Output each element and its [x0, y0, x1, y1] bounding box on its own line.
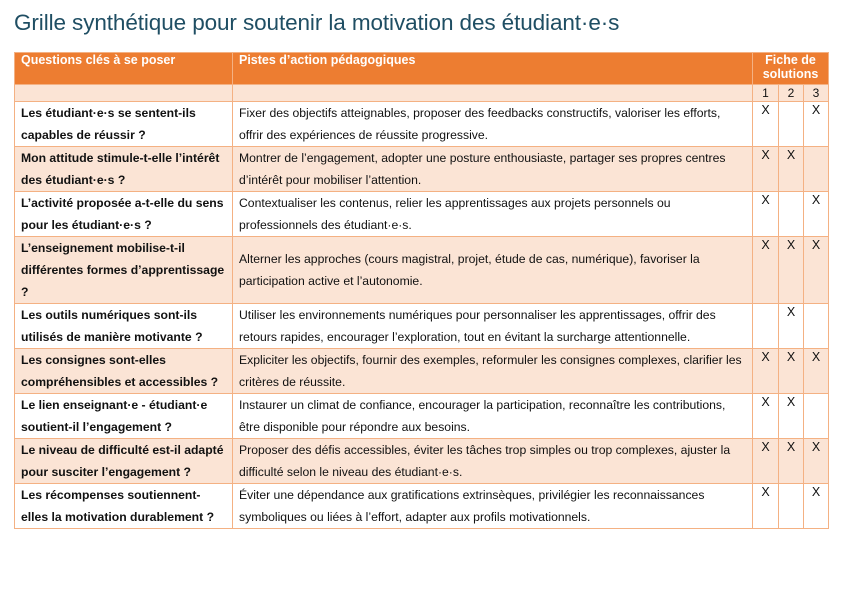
row-question: Les consignes sont-elles compréhensibles et accessibles ? — [15, 349, 233, 394]
header-fiche-line2: solutions — [762, 67, 819, 81]
table-row — [15, 147, 829, 192]
header-pistes: Pistes d’action pédagogiques — [233, 53, 753, 85]
row-action: Éviter une dépendance aux gratifications extrinsèques, privilégier les reconnaissances symboliques ou liées à l’effort, adapter aux profils motivationnels. — [233, 484, 753, 529]
row-action: Fixer des objectifs atteignables, proposer des feedbacks constructifs, valoriser les efforts, offrir des expériences de réussite progressive. — [233, 102, 753, 147]
row-mark-fiche-2 — [779, 192, 804, 237]
row-question: Les étudiant·e·s se sentent-ils capables de réussir ? — [15, 102, 233, 147]
row-action: Alterner les approches (cours magistral, projet, étude de cas, numérique), favoriser la participation active et l’autonomie. — [233, 237, 753, 304]
row-mark-fiche-1: X — [753, 147, 779, 192]
row-mark-fiche-1: X — [753, 394, 779, 439]
row-mark-fiche-3: X — [804, 192, 829, 237]
row-question: Le niveau de difficulté est-il adapté pour susciter l’engagement ? — [15, 439, 233, 484]
motivation-grid-table — [14, 52, 829, 529]
subheader-row — [15, 85, 829, 102]
row-question: Les outils numériques sont-ils utilisés de manière motivante ? — [15, 304, 233, 349]
row-action: Contextualiser les contenus, relier les apprentissages aux projets personnels ou professionnels des étudiant·e·s. — [233, 192, 753, 237]
row-action: Proposer des défis accessibles, éviter les tâches trop simples ou trop complexes, ajuster la difficulté selon le niveau des étudiant·e·s. — [233, 439, 753, 484]
table-row — [15, 349, 829, 394]
row-mark-fiche-3 — [804, 394, 829, 439]
table-row — [15, 304, 829, 349]
subheader-col-2: 2 — [779, 85, 804, 102]
subheader-blank-questions — [15, 85, 233, 102]
row-action: Montrer de l’engagement, adopter une posture enthousiaste, partager ses propres centres d’intérêt pour mobiliser l’attention. — [233, 147, 753, 192]
subheader-col-1: 1 — [753, 85, 779, 102]
row-mark-fiche-2: X — [779, 304, 804, 349]
row-question: Mon attitude stimule-t-elle l’intérêt des étudiant·e·s ? — [15, 147, 233, 192]
row-mark-fiche-3: X — [804, 349, 829, 394]
row-mark-fiche-1: X — [753, 192, 779, 237]
table-row — [15, 102, 829, 147]
row-mark-fiche-3 — [804, 147, 829, 192]
row-question: L’enseignement mobilise-t-il différentes formes d’apprentissage ? — [15, 237, 233, 304]
table-row — [15, 192, 829, 237]
subheader-col-3: 3 — [804, 85, 829, 102]
header-questions: Questions clés à se poser — [15, 53, 233, 85]
row-mark-fiche-1: X — [753, 349, 779, 394]
row-mark-fiche-1: X — [753, 439, 779, 484]
row-mark-fiche-2 — [779, 102, 804, 147]
row-mark-fiche-1: X — [753, 484, 779, 529]
page-title: Grille synthétique pour soutenir la motivation des étudiant·e·s — [14, 10, 620, 35]
row-action: Expliciter les objectifs, fournir des exemples, reformuler les consignes complexes, clarifier les critères de réussite. — [233, 349, 753, 394]
table-row — [15, 394, 829, 439]
row-mark-fiche-2: X — [779, 147, 804, 192]
row-action: Utiliser les environnements numériques pour personnaliser les apprentissages, offrir des retours rapides, encourager l’exploration, tout en évitant la surcharge attentionnelle. — [233, 304, 753, 349]
header-fiche-solutions — [753, 53, 829, 85]
row-action: Instaurer un climat de confiance, encourager la participation, reconnaître les contributions, être disponible pour répondre aux besoins. — [233, 394, 753, 439]
row-mark-fiche-3: X — [804, 439, 829, 484]
row-mark-fiche-2: X — [779, 439, 804, 484]
row-question: L’activité proposée a-t-elle du sens pour les étudiant·e·s ? — [15, 192, 233, 237]
row-mark-fiche-3: X — [804, 484, 829, 529]
row-mark-fiche-3 — [804, 304, 829, 349]
row-mark-fiche-1 — [753, 304, 779, 349]
row-mark-fiche-2 — [779, 484, 804, 529]
row-mark-fiche-2: X — [779, 349, 804, 394]
row-mark-fiche-1: X — [753, 102, 779, 147]
table-row — [15, 439, 829, 484]
table-row — [15, 237, 829, 304]
row-question: Les récompenses soutiennent-elles la motivation durablement ? — [15, 484, 233, 529]
row-mark-fiche-3: X — [804, 102, 829, 147]
row-mark-fiche-2: X — [779, 237, 804, 304]
row-question: Le lien enseignant·e - étudiant·e soutient-il l’engagement ? — [15, 394, 233, 439]
table-header-row — [15, 53, 829, 85]
row-mark-fiche-2: X — [779, 394, 804, 439]
row-mark-fiche-3: X — [804, 237, 829, 304]
subheader-blank-pistes — [233, 85, 753, 102]
header-fiche-line1: Fiche de — [765, 53, 816, 67]
table-row — [15, 484, 829, 529]
row-mark-fiche-1: X — [753, 237, 779, 304]
